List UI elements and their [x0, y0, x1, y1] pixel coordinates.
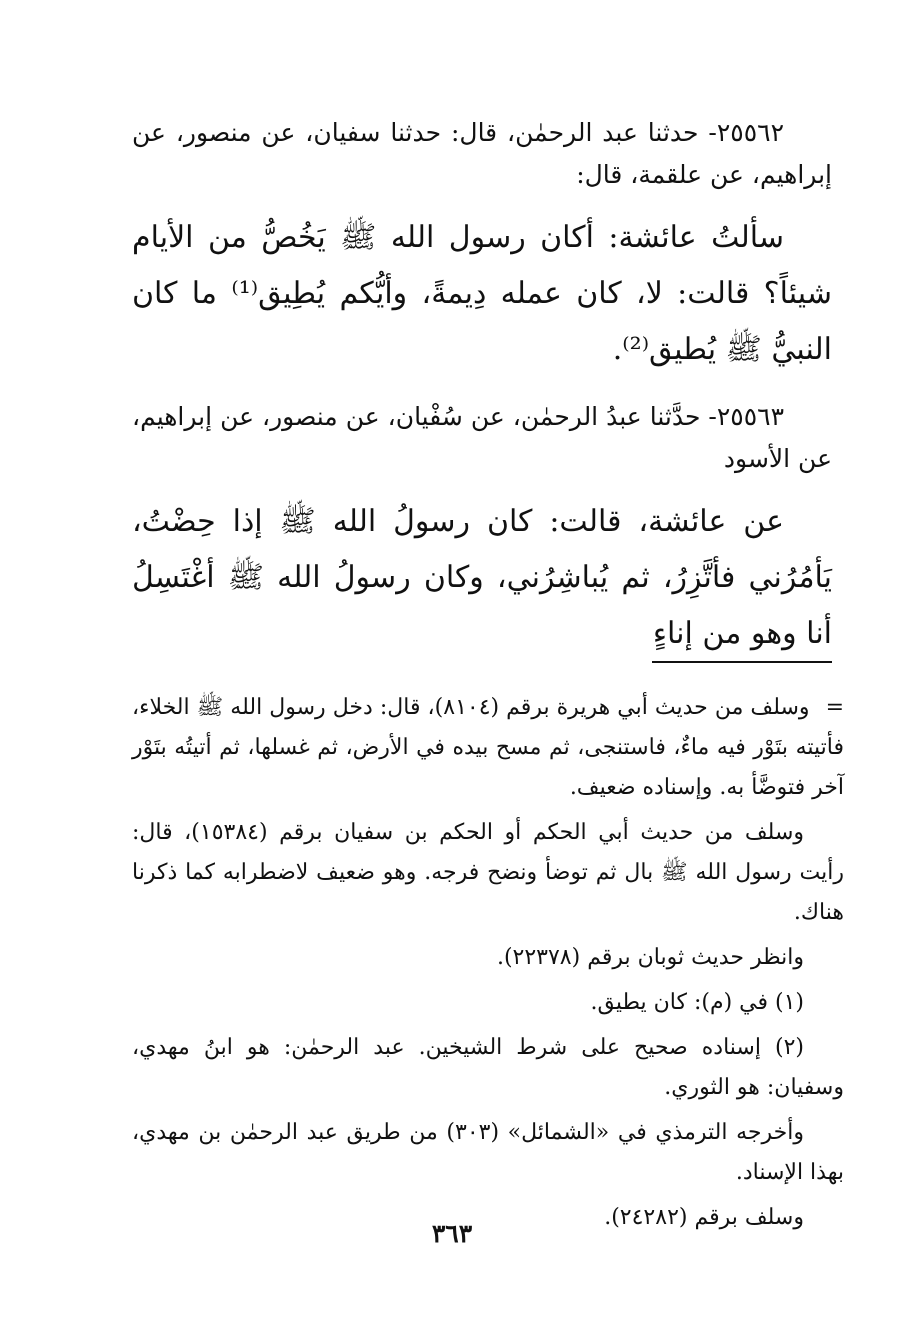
footnote-separator — [652, 661, 832, 663]
footnote-1: (١) في (م): كان يطيق. — [590, 990, 804, 1015]
hadith-25562-chain: ٢٥٥٦٢- حدثنا عبد الرحمٰن، قال: حدثنا سفيان، عن منصور، عن إبراهيم، عن علقمة، قال: — [132, 118, 832, 189]
footnote-continued-3: وانظر حديث ثوبان برقم (٢٢٣٧٨). — [496, 945, 804, 970]
hadith-25563-text: عن عائشة، قالت: كان رسولُ الله ﷺ إذا حِضْتُ، يَأمُرُني فأتَّزِرُ، ثم يُباشِرُني، وكان رسولُ الله ﷺ أغْتَسِلُ أنا وهو من إناءٍ — [132, 504, 832, 651]
footnote-2-reference: وسلف برقم (٢٤٢٨٢). — [604, 1205, 804, 1230]
footnote-2: (٢) إسناده صحيح على شرط الشيخين. عبد الرحمٰن: هو ابنُ مهدي، وسفيان: هو الثوري. — [132, 1035, 844, 1100]
footnote-continued-2: وسلف من حديث أبي الحكم أو الحكم بن سفيان برقم (١٥٣٨٤)، قال: رأيت رسول الله ﷺ بال ثم توضأ ونضح فرجه. وهو ضعيف لاضطرابه كما ذكرنا هناك. — [132, 820, 844, 925]
page-number: ٣٦٣ — [431, 1219, 473, 1248]
footnote-2-takhrij: وأخرجه الترمذي في «الشمائل» (٣٠٣) من طريق عبد الرحمٰن بن مهدي، بهذا الإسناد. — [132, 1120, 844, 1185]
main-text — [132, 112, 832, 680]
footnotes — [132, 688, 844, 1243]
hadith-25562-text: سألتُ عائشة: أكان رسول الله ﷺ يَخُصُّ من الأيام شيئاً؟ قالت: لا، كان عمله دِيمةً، وأيُّكم يُطِيق⁽¹⁾ ما كان النبيُّ ﷺ يُطيق⁽²⁾. — [132, 220, 832, 367]
continuation-mark: = — [825, 695, 844, 720]
hadith-25563-chain: ٢٥٥٦٣- حدَّثنا عبدُ الرحمٰن، عن سُفْيان، عن منصور، عن إبراهيم، عن الأسود — [132, 402, 832, 473]
footnote-continued-1-text: وسلف من حديث أبي هريرة برقم (٨١٠٤)، قال: دخل رسول الله ﷺ الخلاء، فأتيته بتَوْر فيه ماءٌ، فاستنجى، ثم مسح بيده في الأرض، ثم غسلها، ثم أتيتُه بتَوْر آخر فتوضَّأ به. وإسناده ضعيف. — [132, 695, 845, 800]
footnote-continued-1 — [132, 688, 844, 808]
